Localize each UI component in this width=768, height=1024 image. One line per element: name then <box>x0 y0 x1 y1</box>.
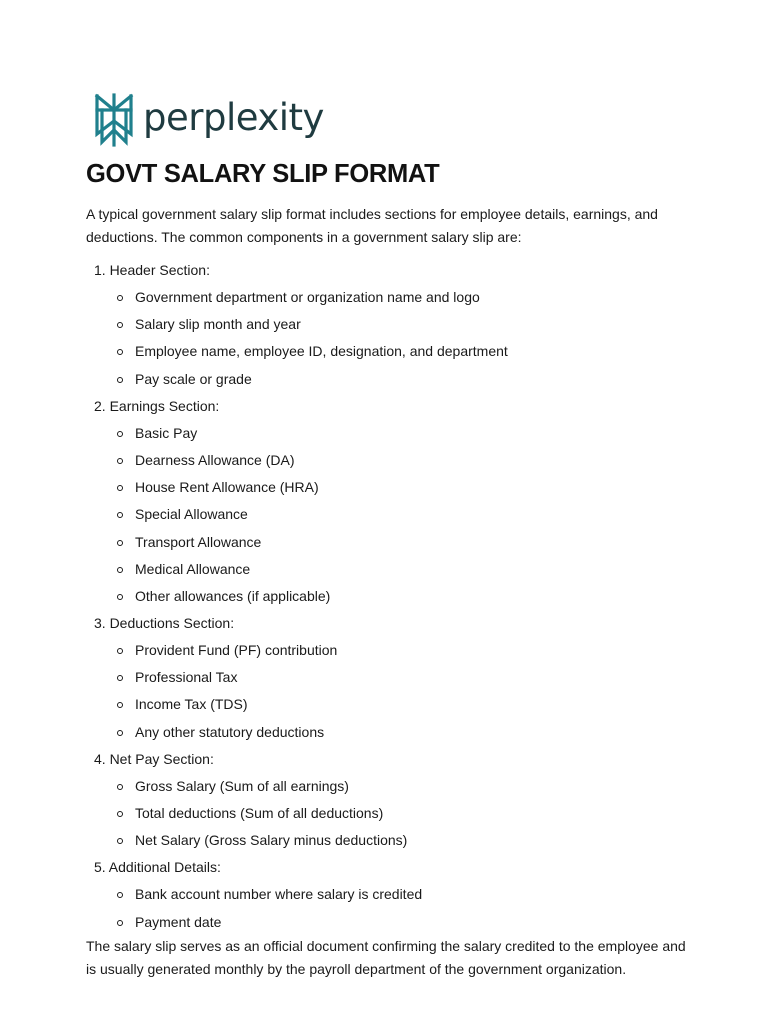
section-net-pay <box>86 746 686 855</box>
list-item <box>86 637 686 664</box>
list-item-text: Professional Tax <box>135 669 238 686</box>
intro-paragraph: A typical government salary slip format includes sections for employee details, earnings, and deductions. The common components in a government salary slip are: <box>86 206 658 245</box>
list-item-text: Special Allowance <box>135 506 248 523</box>
section-header <box>86 257 686 393</box>
circle-bullet-icon <box>117 458 123 464</box>
list-item <box>86 284 686 311</box>
section-label: 2. Earnings Section: <box>94 397 220 414</box>
section-deductions <box>86 610 686 746</box>
list-item-text: Employee name, employee ID, designation, and department <box>135 343 508 360</box>
list-item-text: Dearness Allowance (DA) <box>135 451 295 468</box>
circle-bullet-icon <box>117 540 123 546</box>
circle-bullet-icon <box>117 431 123 437</box>
section-earnings <box>86 393 686 610</box>
circle-bullet-icon <box>117 784 123 790</box>
list-item-text: Government department or organization name and logo <box>135 289 480 305</box>
circle-bullet-icon <box>117 594 123 600</box>
section-items <box>86 637 686 746</box>
circle-bullet-icon <box>117 322 123 328</box>
list-item-text: Transport Allowance <box>135 533 262 550</box>
list-item-text: Any other statutory deductions <box>135 723 325 740</box>
list-item-text: Payment date <box>135 913 222 930</box>
list-item-text: Medical Allowance <box>135 560 251 577</box>
closing-paragraph: The salary slip serves as an official document confirming the salary credited to the employee and is usually generated monthly by the payroll department of the government organization. <box>86 938 686 977</box>
list-item <box>86 474 686 501</box>
list-item <box>86 447 686 474</box>
section-items <box>86 881 686 935</box>
list-item-text: Salary slip month and year <box>135 316 301 333</box>
list-item-text: Total deductions (Sum of all deductions) <box>135 805 384 821</box>
list-item <box>86 583 686 610</box>
list-item <box>86 773 686 800</box>
circle-bullet-icon <box>117 485 123 491</box>
section-items <box>86 284 686 393</box>
circle-bullet-icon <box>117 920 123 926</box>
section-label: 5. Additional Details: <box>94 859 221 876</box>
circle-bullet-icon <box>117 838 123 844</box>
list-item <box>86 800 686 827</box>
section-label: 4. Net Pay Section: <box>94 750 214 767</box>
perplexity-logo-icon <box>93 93 135 147</box>
circle-bullet-icon <box>117 811 123 817</box>
section-label: 1. Header Section: <box>94 262 210 278</box>
list-item <box>86 420 686 447</box>
list-item <box>86 664 686 691</box>
page-title: GOVT SALARY SLIP FORMAT <box>86 160 440 188</box>
list-item-text: Pay scale or grade <box>135 370 252 387</box>
list-item <box>86 338 686 365</box>
circle-bullet-icon <box>117 675 123 681</box>
list-item-text: Income Tax (TDS) <box>135 696 248 713</box>
list-item <box>86 501 686 528</box>
brand-logo <box>93 92 324 148</box>
circle-bullet-icon <box>117 377 123 383</box>
section-items <box>86 773 686 855</box>
circle-bullet-icon <box>117 295 123 301</box>
list-item-text: Gross Salary (Sum of all earnings) <box>135 777 349 794</box>
section-additional-details <box>86 854 686 935</box>
circle-bullet-icon <box>117 702 123 708</box>
section-list <box>86 257 686 936</box>
section-items <box>86 420 686 610</box>
list-item <box>86 909 686 936</box>
list-item <box>86 556 686 583</box>
list-item <box>86 827 686 854</box>
list-item-text: Net Salary (Gross Salary minus deductions) <box>135 832 408 849</box>
circle-bullet-icon <box>117 730 123 736</box>
list-item-text: Bank account number where salary is credited <box>135 886 423 903</box>
list-item-text: Basic Pay <box>135 424 198 441</box>
circle-bullet-icon <box>117 567 123 573</box>
list-item <box>86 311 686 338</box>
list-item <box>86 881 686 908</box>
list-item <box>86 366 686 393</box>
circle-bullet-icon <box>117 648 123 654</box>
circle-bullet-icon <box>117 892 123 898</box>
list-item <box>86 719 686 746</box>
list-item <box>86 691 686 718</box>
section-label: 3. Deductions Section: <box>94 615 235 632</box>
list-item <box>86 529 686 556</box>
brand-name: perplexity <box>143 95 324 139</box>
list-item-text: Other allowances (if applicable) <box>135 587 331 604</box>
circle-bullet-icon <box>117 512 123 518</box>
list-item-text: Provident Fund (PF) contribution <box>135 642 338 659</box>
list-item-text: House Rent Allowance (HRA) <box>135 479 319 496</box>
circle-bullet-icon <box>117 349 123 355</box>
